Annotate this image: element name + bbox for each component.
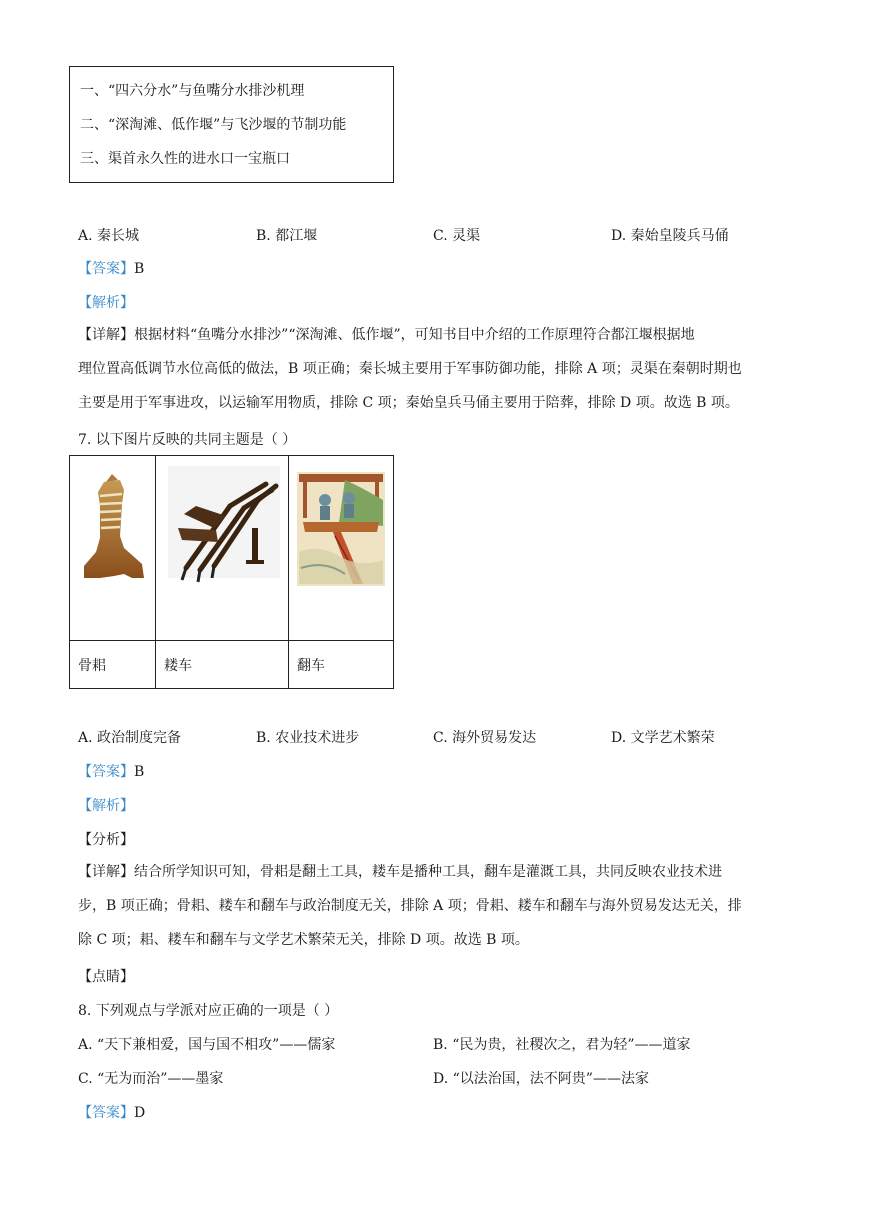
q7-option-d[interactable]: D. 文学艺术繁荣	[611, 730, 715, 746]
q7-comment-head: 【点睛】	[78, 969, 134, 985]
material-box	[69, 66, 394, 183]
picture-label-water-wheel: 翻车	[289, 641, 394, 689]
q8-option-d[interactable]: D. “以法治国，法不阿贵”——法家	[433, 1071, 649, 1087]
bone-spade-icon	[70, 456, 155, 636]
material-line-1: 一、“四六分水”与鱼嘴分水排沙机理	[80, 83, 305, 99]
q8-answer-line	[78, 1102, 145, 1122]
q6-detail-line-2: 理位置高低调节水位高低的做法，B 项正确；秦长城主要用于军事防御功能，排除 A 项；灵渠在秦朝时期也	[78, 361, 742, 377]
q8-option-a[interactable]: A. “天下兼相爱，国与国不相攻”——儒家	[78, 1037, 336, 1053]
q7-answer: B	[134, 764, 145, 780]
q6-answer: B	[134, 261, 145, 277]
q6-option-a[interactable]: A. 秦长城	[78, 228, 140, 244]
q7-option-b[interactable]: B. 农业技术进步	[256, 730, 360, 746]
picture-cell-bone-spade	[70, 456, 156, 641]
q7-picture-table	[69, 455, 394, 689]
q7-detail-line-1: 【详解】结合所学知识可知，骨耜是翻土工具，耧车是播种工具，翻车是灌溉工具，共同反映农业技术进	[78, 864, 722, 880]
q6-option-d[interactable]: D. 秦始皇陵兵马俑	[611, 228, 729, 244]
q8-answer: D	[134, 1105, 146, 1121]
q6-detail	[78, 318, 793, 420]
q7-detail-line-3: 除 C 项；耜、耧车和翻车与文学艺术繁荣无关，排除 D 项。故选 B 项。	[78, 932, 529, 948]
q7-answer-line	[78, 761, 144, 781]
seed-drill-icon	[156, 456, 288, 636]
q6-analysis-tag: 【解析】	[78, 295, 134, 311]
picture-label-bone-spade: 骨耜	[70, 641, 156, 689]
q7-answer-tag: 【答案】	[78, 764, 134, 780]
material-line-3: 三、渠首永久性的进水口一宝瓶口	[80, 151, 290, 167]
picture-cell-seed-drill	[156, 456, 289, 641]
picture-cell-water-wheel	[289, 456, 394, 641]
q6-detail-line-1: 【详解】根据材料“鱼嘴分水排沙”“深淘滩、低作堰”，可知书目中介绍的工作原理符合都江堰根据地	[78, 327, 695, 343]
q7-detail	[78, 855, 793, 957]
q7-option-a[interactable]: A. 政治制度完备	[78, 730, 182, 746]
q6-option-b[interactable]: B. 都江堰	[256, 228, 318, 244]
material-line-2: 二、“深淘滩、低作堰”与飞沙堰的节制功能	[80, 117, 347, 133]
q8-option-c[interactable]: C. “无为而治”——墨家	[78, 1071, 224, 1087]
q8-stem: 8. 下列观点与学派对应正确的一项是（ ）	[78, 1003, 339, 1019]
q6-answer-tag: 【答案】	[78, 261, 134, 277]
q6-answer-line	[78, 258, 144, 278]
q7-detail-line-2: 步，B 项正确；骨耜、耧车和翻车与政治制度无关，排除 A 项；骨耜、耧车和翻车与海外贸易发达无关，排	[78, 898, 742, 914]
q8-answer-tag: 【答案】	[78, 1105, 134, 1121]
q8-option-b[interactable]: B. “民为贵，社稷次之，君为轻”——道家	[433, 1037, 691, 1053]
water-wheel-painting-icon	[289, 456, 393, 636]
picture-label-seed-drill: 耧车	[156, 641, 289, 689]
q6-detail-line-3: 主要是用于军事进攻，以运输军用物质，排除 C 项；秦始皇兵马俑主要用于陪葬，排除 D 项。故选 B 项。	[78, 395, 739, 411]
q7-analysis-head: 【分析】	[78, 832, 134, 848]
q6-option-c[interactable]: C. 灵渠	[433, 228, 481, 244]
q7-stem: 7. 以下图片反映的共同主题是（ ）	[78, 432, 297, 448]
q7-analysis-tag: 【解析】	[78, 798, 134, 814]
q7-option-c[interactable]: C. 海外贸易发达	[433, 730, 537, 746]
